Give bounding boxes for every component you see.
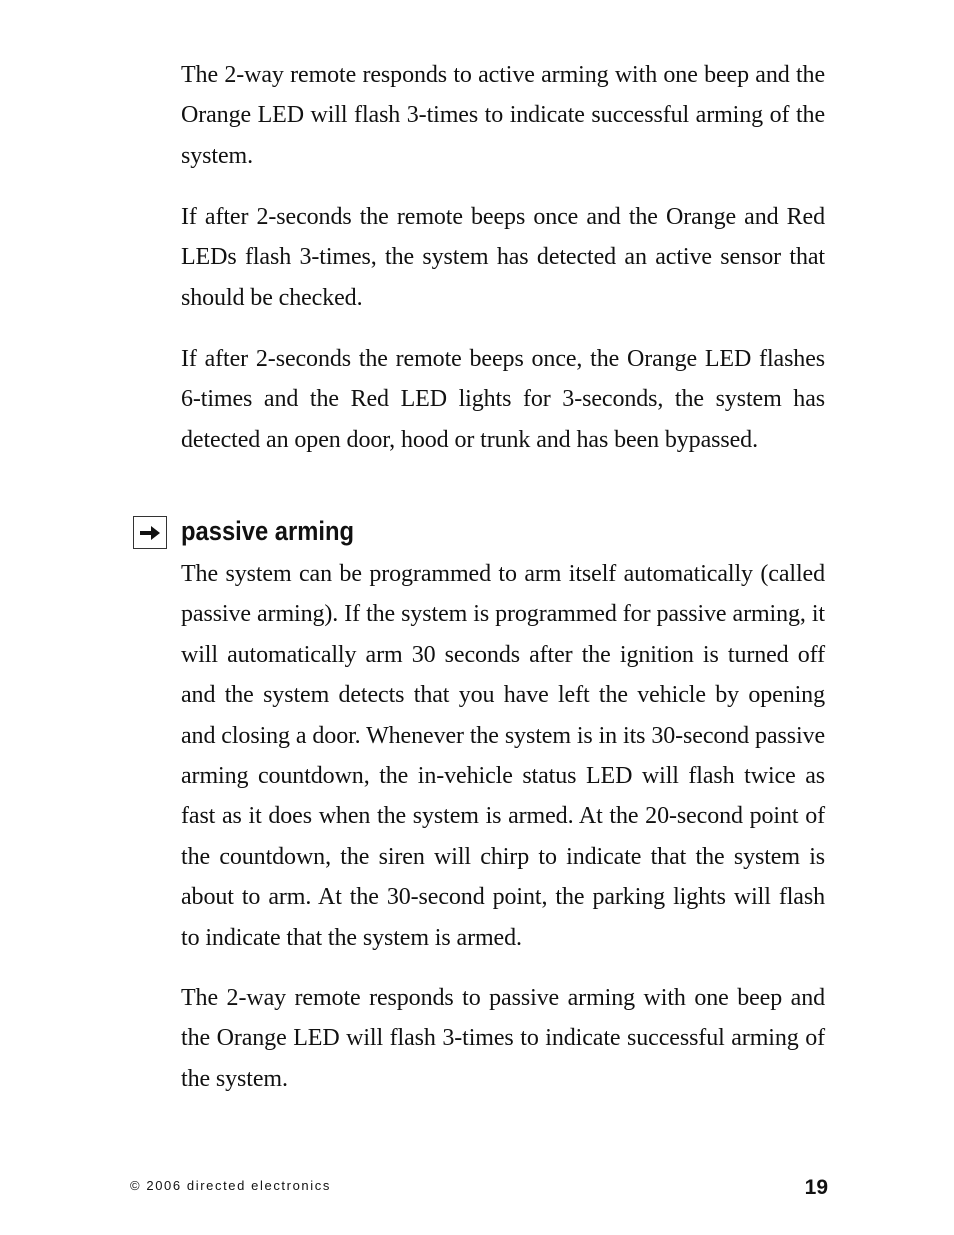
copyright-footer: © 2006 directed electronics: [130, 1178, 331, 1193]
active-arming-response-paragraph: The 2-way remote responds to active arming with one beep and the Orange LED will flash 3-times to indicate successful arming of the system.: [181, 62, 825, 169]
active-sensor-paragraph: If after 2-seconds the remote beeps once and the Orange and Red LEDs flash 3-times, the system has detected an active sensor that should be checked.: [181, 204, 825, 311]
passive-arming-description-paragraph: The system can be programmed to arm itself automatically (called passive arming). If the system is programmed for passive arming, it will automatically arm 30 seconds after the ignition is turned off and the system detects that you have left the vehicle by opening and closing a door. Whenever the system is in its 30-second passive arming countdown, the in-vehicle status LED will flash twice as fast as it does when the system is armed. At the 20-second point of the countdown, the siren will chirp to indicate that the system is about to arm. At the 30-second point, the parking lights will flash to indicate that the system is armed.: [181, 561, 825, 951]
page-number: 19: [804, 1176, 828, 1199]
passive-arming-response-paragraph: The 2-way remote responds to passive arming with one beep and the Orange LED will flash 3-times to indicate successful arming of the system.: [181, 985, 825, 1092]
section-heading-passive-arming: passive arming: [181, 516, 355, 546]
open-door-paragraph: If after 2-seconds the remote beeps once, the Orange LED flashes 6-times and the Red LED lights for 3-seconds, the system has detected an open door, hood or trunk and has been bypassed.: [181, 346, 825, 453]
arrow-right-icon: [133, 516, 167, 549]
